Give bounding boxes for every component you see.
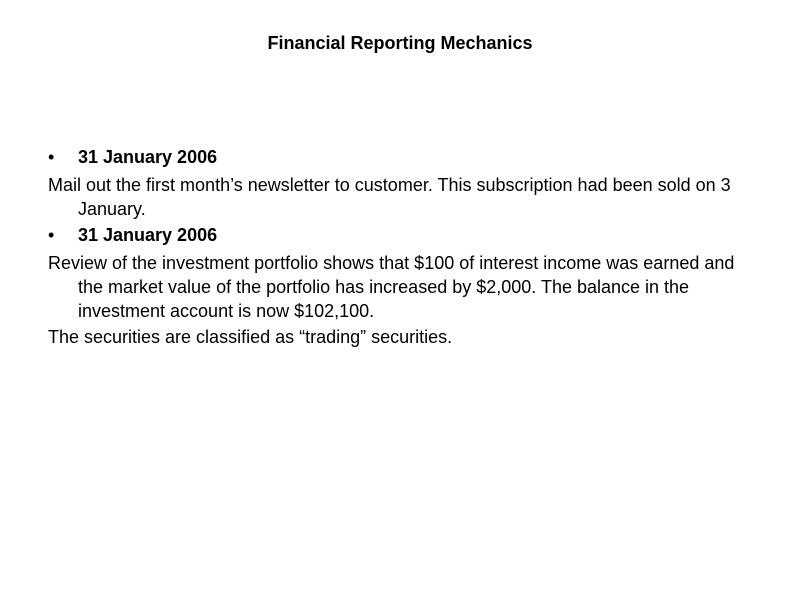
bullet-heading-text: 31 January 2006 (78, 147, 218, 167)
bullet-heading-text: 31 January 2006 (78, 225, 218, 245)
bullet-heading-2 (48, 223, 748, 247)
bullet-heading-1 (48, 145, 748, 169)
bullet-icon: • (48, 225, 55, 245)
bullet-icon: • (48, 147, 55, 167)
paragraph-investment-review: Review of the investment portfolio shows that $100 of interest income was earned and the market value of the portfolio has increased by $2,000. The balance in the investment account is now $102,100. (48, 253, 735, 321)
paragraph-newsletter: Mail out the first month’s newsletter to customer. This subscription had been sold on 3 January. (48, 175, 731, 219)
slide-content (48, 145, 748, 351)
paragraph-securities-classification: The securities are classified as “trading” securities. (48, 327, 453, 347)
slide-title: Financial Reporting Mechanics (267, 33, 533, 53)
